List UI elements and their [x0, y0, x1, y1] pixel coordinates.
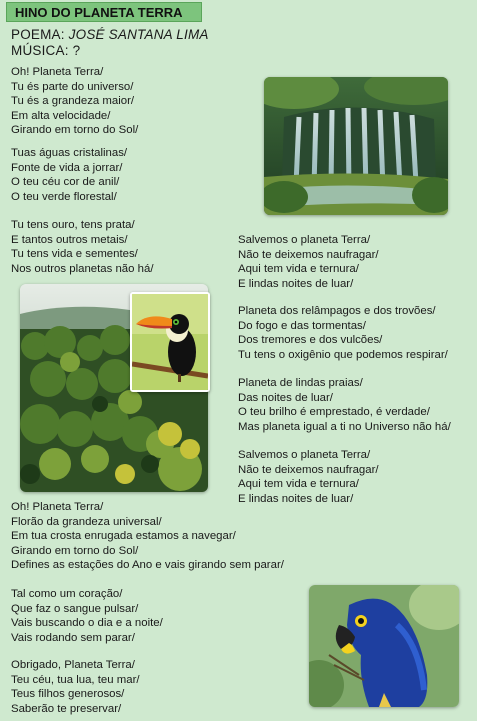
verse-line: Girando em torno do Sol/: [11, 544, 139, 557]
verse-line: Florão da grandeza universal/: [11, 515, 162, 528]
toucan-photo: [130, 292, 210, 392]
verse-line: Nos outros planetas não há/: [11, 262, 154, 275]
poem-author: JOSÉ SANTANA LIMA: [68, 27, 209, 42]
verse-line: Das noites de luar/: [238, 391, 333, 404]
verse-line: Do fogo e das tormentas/: [238, 319, 366, 332]
verse-line: Planeta de lindas praias/: [238, 377, 363, 389]
verse-line: E tantos outros metais/: [11, 233, 128, 246]
verse-line: Teus filhos generosos/: [11, 688, 125, 701]
music-credit: MÚSICA: ?: [11, 43, 81, 58]
poem-label: POEMA:: [11, 27, 69, 42]
verse-line: Aqui tem vida e ternura/: [238, 478, 359, 491]
verse-line: Tu tens ouro, tens prata/: [11, 219, 135, 231]
verse-line: Em alta velocidade/: [11, 109, 111, 122]
verse-line: Oh! Planeta Terra/: [11, 501, 104, 513]
stanza: [238, 233, 379, 291]
stanza: [238, 376, 451, 434]
verse-line: Tuas águas cristalinas/: [11, 147, 128, 159]
verse-line: Salvemos o planeta Terra/: [238, 234, 371, 246]
verse-line: Tu és parte do universo/: [11, 80, 134, 93]
verse-line: Defines as estações do Ano e vais girando sem parar/: [11, 559, 284, 572]
verse-line: Fonte de vida a jorrar/: [11, 161, 123, 174]
verse-line: Saberão te preservar/: [11, 702, 122, 715]
verse-line: Dos tremores e dos vulcões/: [238, 334, 383, 347]
verse-line: Tu tens vida e sementes/: [11, 248, 138, 261]
verse-line: Oh! Planeta Terra/: [11, 66, 104, 78]
verse-line: Tal como um coração/: [11, 588, 123, 600]
verse-line: Em tua crosta enrugada estamos a navegar/: [11, 530, 236, 543]
stanza: [11, 500, 284, 573]
stanza: [11, 658, 140, 716]
verse-line: Girando em torno do Sol/: [11, 124, 139, 137]
verse-line: O teu céu cor de anil/: [11, 176, 120, 189]
waterfall-photo: [264, 77, 448, 215]
verse-line: Teu céu, tua lua, teu mar/: [11, 673, 140, 686]
verse-line: Planeta dos relâmpagos e dos trovões/: [238, 305, 436, 317]
verse-line: Obrigado, Planeta Terra/: [11, 659, 135, 671]
verse-line: Mas planeta igual a ti no Universo não há/: [238, 420, 451, 433]
verse-line: Vais buscando o dia e a noite/: [11, 617, 163, 630]
verse-line: E lindas noites de luar/: [238, 277, 354, 290]
verse-line: O teu brilho é emprestado, é verdade/: [238, 406, 430, 419]
page-title: HINO DO PLANETA TERRA: [6, 2, 202, 22]
verse-line: Tu tens o oxigênio que podemos respirar/: [238, 348, 448, 361]
verse-line: O teu verde florestal/: [11, 190, 117, 203]
verse-line: Salvemos o planeta Terra/: [238, 449, 371, 461]
verse-line: Que faz o sangue pulsar/: [11, 602, 139, 615]
verse-line: Vais rodando sem parar/: [11, 631, 135, 644]
verse-line: Aqui tem vida e ternura/: [238, 263, 359, 276]
stanza: [11, 146, 127, 204]
stanza: [238, 304, 448, 362]
stanza: [11, 218, 153, 276]
stanza: [238, 448, 379, 506]
poem-credit: [11, 27, 209, 42]
stanza: [11, 65, 138, 138]
verse-line: Tu és a grandeza maior/: [11, 95, 135, 108]
verse-line: Não te deixemos naufragar/: [238, 248, 379, 261]
macaw-photo: [309, 585, 459, 707]
verse-line: Não te deixemos naufragar/: [238, 463, 379, 476]
stanza: [11, 587, 163, 645]
verse-line: E lindas noites de luar/: [238, 492, 354, 505]
